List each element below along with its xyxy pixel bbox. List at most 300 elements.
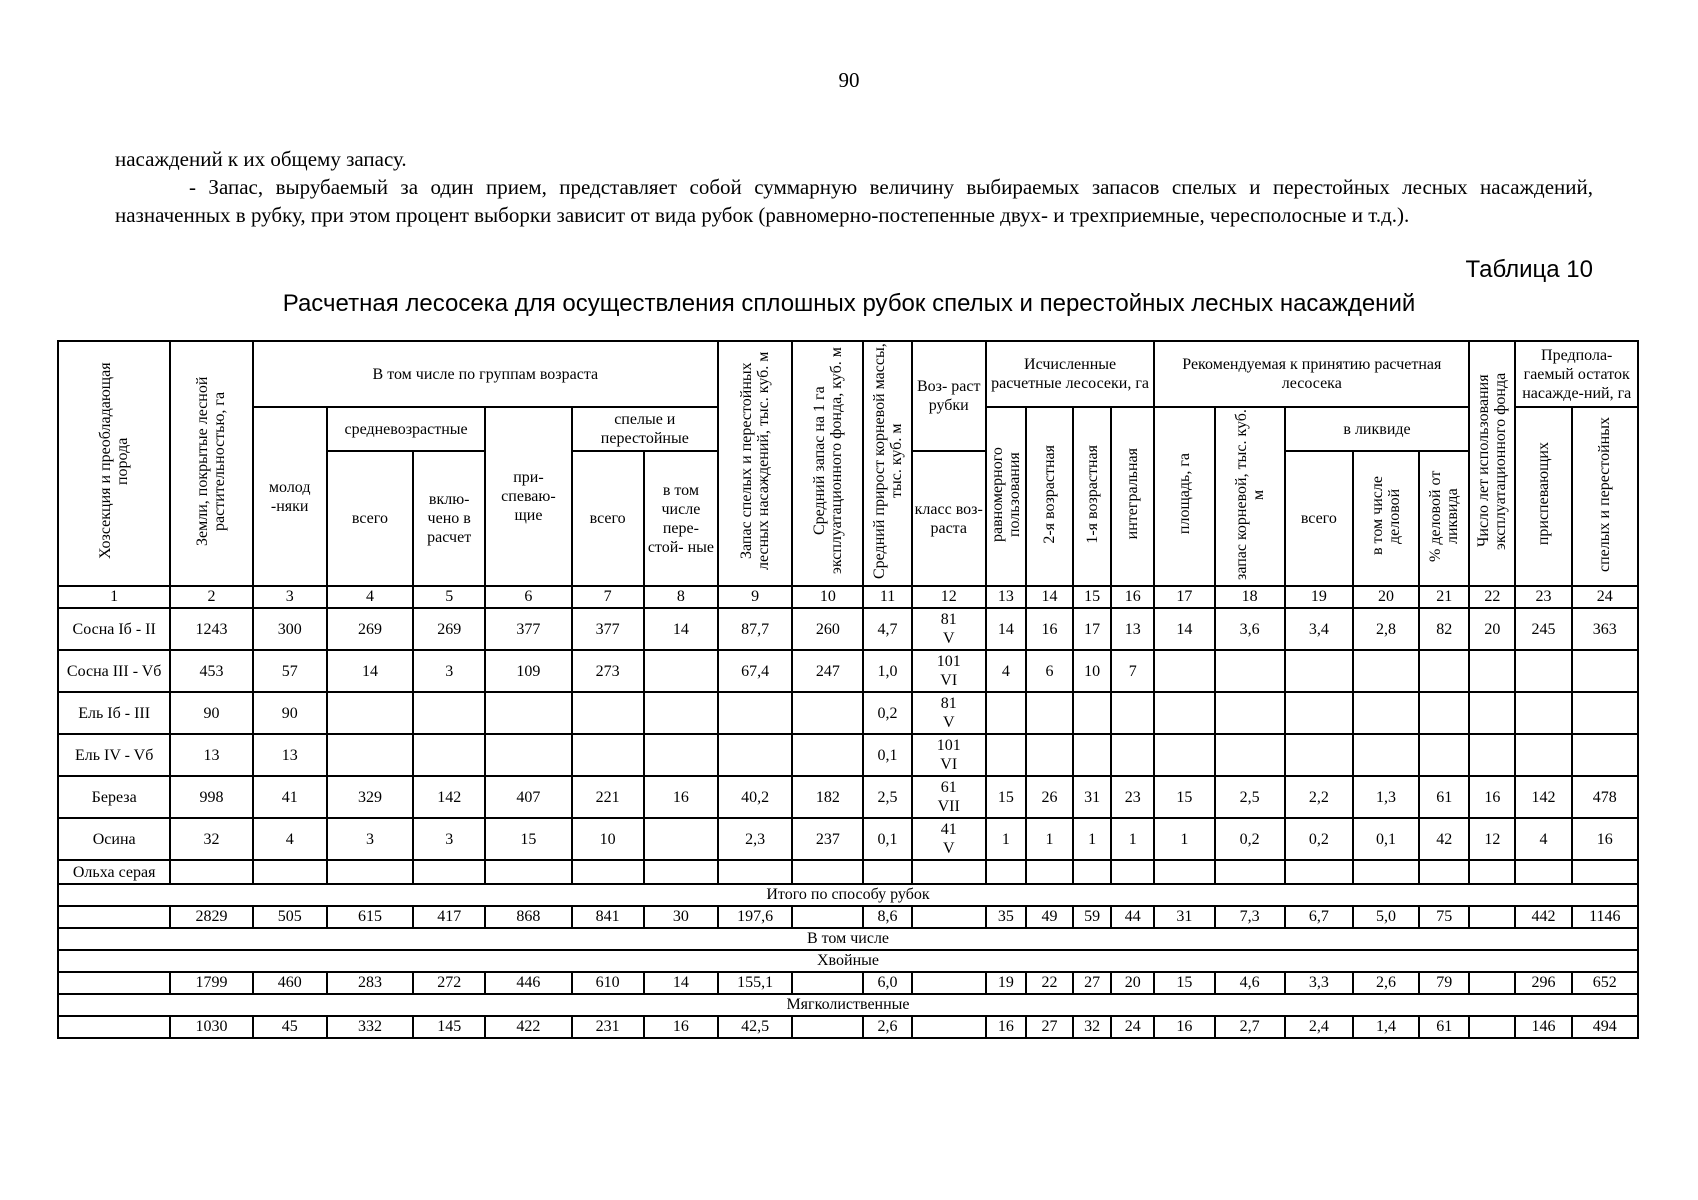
summary-cell: 422 — [485, 1016, 571, 1038]
column-number: 13 — [986, 586, 1026, 608]
table-cell: 0,2 — [863, 692, 911, 734]
total-row — [58, 906, 1638, 928]
table-cell: 15 — [485, 818, 571, 860]
header-calculated-cuts: Исчисленные расчетные лесосеки, га — [986, 341, 1155, 407]
cutting-age-value: 81 — [940, 695, 957, 712]
header-middle-included: вклю- чено в расчет — [413, 451, 485, 586]
table-cell — [413, 692, 485, 734]
conifers-row — [58, 972, 1638, 994]
table-row — [58, 692, 1638, 734]
table-cell: 269 — [413, 608, 485, 650]
summary-rows — [58, 884, 1638, 1038]
cutting-age-value: 81 — [940, 611, 957, 628]
table-cell — [572, 692, 644, 734]
summary-cell: 4,6 — [1215, 972, 1285, 994]
table-cell: 31 — [1073, 776, 1111, 818]
table-cell: 142 — [413, 776, 485, 818]
summary-cell: 146 — [1515, 1016, 1571, 1038]
header-cutting-age: Воз- раст рубки — [912, 341, 986, 451]
header-average-stock: Средний запас на 1 га эксплуатационного фонда, куб. м — [792, 341, 863, 586]
table-cell: 10 — [572, 818, 644, 860]
table-cell: 26 — [1026, 776, 1073, 818]
header-forested-land: Земли, покрытые лесной растительностью, га — [170, 341, 252, 586]
summary-cell: 296 — [1515, 972, 1571, 994]
table-cell: 247 — [792, 650, 863, 692]
table-cell: 2,8 — [1353, 608, 1419, 650]
summary-cell: 7,3 — [1215, 906, 1285, 928]
species-name: Сосна Iб - II — [58, 608, 170, 650]
table-cell — [1215, 860, 1285, 884]
table-cell: 57 — [253, 650, 327, 692]
table-row — [58, 734, 1638, 776]
summary-cell: 841 — [572, 906, 644, 928]
summary-cell — [912, 1016, 986, 1038]
summary-cell: 2829 — [170, 906, 252, 928]
page-number: 90 — [838, 68, 860, 92]
summary-cell: 14 — [644, 972, 718, 994]
table-cell — [1154, 860, 1214, 884]
table-cell: 0,1 — [863, 818, 911, 860]
table-cell — [718, 860, 792, 884]
table-cell: 1 — [1154, 818, 1214, 860]
table-cell: 14 — [644, 608, 718, 650]
header-middle-aged: средневозрастные — [327, 407, 485, 451]
column-number: 14 — [1026, 586, 1073, 608]
summary-cell: 16 — [1154, 1016, 1214, 1038]
table-cell — [327, 692, 413, 734]
summary-cell: 460 — [253, 972, 327, 994]
summary-cell: 75 — [1419, 906, 1469, 928]
table-cell — [1073, 860, 1111, 884]
summary-cell: 6,0 — [863, 972, 911, 994]
table-cell — [644, 860, 718, 884]
summary-cell — [792, 1016, 863, 1038]
header-premature-remainder: приспевающих — [1515, 407, 1571, 586]
table-cell: 237 — [792, 818, 863, 860]
column-number: 4 — [327, 586, 413, 608]
table-cell: 23 — [1111, 776, 1154, 818]
summary-cell: 19 — [986, 972, 1026, 994]
table-cell: 13 — [170, 734, 252, 776]
including-section-label: В том числе — [58, 928, 1638, 950]
header-premature: при- спеваю- щие — [485, 407, 571, 586]
table-cell — [1353, 860, 1419, 884]
header-expected-remainder: Предпола- гаемый остаток насажде-ний, га — [1515, 341, 1638, 407]
header-age-groups: В том числе по группам возраста — [253, 341, 718, 407]
header-years-of-use: Число лет использования эксплуатационного фонда — [1469, 341, 1515, 586]
age-class-value: V — [942, 714, 955, 731]
age-class-value: V — [942, 840, 955, 857]
summary-cell — [58, 1016, 170, 1038]
summary-cell: 442 — [1515, 906, 1571, 928]
table-cell: 16 — [644, 776, 718, 818]
age-class-cell — [912, 608, 986, 650]
summary-cell: 8,6 — [863, 906, 911, 928]
summary-cell — [58, 972, 170, 994]
summary-cell: 1799 — [170, 972, 252, 994]
table-cell — [1515, 692, 1571, 734]
header-first-age: 1-я возрастная — [1073, 407, 1111, 586]
header-area: площадь, га — [1154, 407, 1214, 586]
table-cell — [1353, 650, 1419, 692]
cutting-age-value: 61 — [940, 779, 957, 796]
column-number: 8 — [644, 586, 718, 608]
table-cell — [572, 860, 644, 884]
table-cell: 260 — [792, 608, 863, 650]
header-mature-total: всего — [572, 451, 644, 586]
summary-cell: 24 — [1111, 1016, 1154, 1038]
table-cell — [863, 860, 911, 884]
summary-cell: 20 — [1111, 972, 1154, 994]
table-cell: 2,3 — [718, 818, 792, 860]
table-cell — [1572, 734, 1638, 776]
table-cell — [792, 734, 863, 776]
table-cell: 0,1 — [863, 734, 911, 776]
species-name: Ель IV - Vб — [58, 734, 170, 776]
summary-cell: 868 — [485, 906, 571, 928]
table-cell: 478 — [1572, 776, 1638, 818]
summary-cell: 32 — [1073, 1016, 1111, 1038]
header-commercial: в том числе деловой — [1353, 451, 1419, 586]
table-cell — [986, 692, 1026, 734]
summary-cell: 145 — [413, 1016, 485, 1038]
table-cell — [1353, 692, 1419, 734]
table-cell — [1515, 734, 1571, 776]
table-cell — [1469, 650, 1515, 692]
age-class-cell — [912, 692, 986, 734]
table-cell — [792, 860, 863, 884]
table-cell: 15 — [1154, 776, 1214, 818]
summary-cell: 505 — [253, 906, 327, 928]
table-cell — [644, 818, 718, 860]
header-middle-total: всего — [327, 451, 413, 586]
summary-cell: 2,6 — [1353, 972, 1419, 994]
summary-cell: 49 — [1026, 906, 1073, 928]
column-number: 10 — [792, 586, 863, 608]
table-cell — [327, 860, 413, 884]
summary-cell: 45 — [253, 1016, 327, 1038]
summary-cell: 16 — [986, 1016, 1026, 1038]
table-cell: 3,4 — [1285, 608, 1353, 650]
summary-cell — [1469, 906, 1515, 928]
column-number: 1 — [58, 586, 170, 608]
header-recommended-cut: Рекомендуемая к принятию расчетная лесосека — [1154, 341, 1469, 407]
header-liquid: в ликвиде — [1285, 407, 1470, 451]
table-cell: 32 — [170, 818, 252, 860]
table-cell: 90 — [253, 692, 327, 734]
table-cell: 14 — [1154, 608, 1214, 650]
age-class-cell — [912, 734, 986, 776]
conifers-section — [58, 950, 1638, 972]
table-cell — [644, 650, 718, 692]
table-cell — [1572, 860, 1638, 884]
table-cell — [485, 734, 571, 776]
summary-cell: 27 — [1026, 1016, 1073, 1038]
column-numbers — [58, 586, 1638, 608]
table-cell — [1572, 692, 1638, 734]
table-cell — [1469, 734, 1515, 776]
summary-cell: 494 — [1572, 1016, 1638, 1038]
table-cell — [986, 860, 1026, 884]
table-cell: 42 — [1419, 818, 1469, 860]
header-commercial-percent: % деловой от ликвида — [1419, 451, 1469, 586]
species-name: Сосна III - Vб — [58, 650, 170, 692]
summary-cell: 615 — [327, 906, 413, 928]
column-number: 3 — [253, 586, 327, 608]
table-cell: 269 — [327, 608, 413, 650]
summary-cell: 1146 — [1572, 906, 1638, 928]
softwood-row — [58, 1016, 1638, 1038]
table-cell — [1469, 860, 1515, 884]
table-cell: 453 — [170, 650, 252, 692]
softwood-section — [58, 994, 1638, 1016]
table-cell — [986, 734, 1026, 776]
table-cell — [1285, 692, 1353, 734]
table-row — [58, 650, 1638, 692]
table-cell: 2,5 — [1215, 776, 1285, 818]
table-cell — [1469, 692, 1515, 734]
summary-cell: 2,4 — [1285, 1016, 1353, 1038]
table-cell — [718, 734, 792, 776]
paragraph-harvest-volume: - Запас, вырубаемый за один прием, представляет собой суммарную величину выбираемых запасов спелых и перестойных лесных насаждений, назначенных в рубку, при этом процент выборки зависит от вида рубок (равномерно-постепенные двух- и трехприемные, чересполосные и т.д.). — [115, 175, 1593, 227]
table-cell: 15 — [986, 776, 1026, 818]
table-cell: 3 — [327, 818, 413, 860]
table-cell — [572, 734, 644, 776]
column-number: 2 — [170, 586, 252, 608]
conifers-section-label: Хвойные — [58, 950, 1638, 972]
table-cell — [1111, 734, 1154, 776]
summary-cell: 3,3 — [1285, 972, 1353, 994]
softwood-section-label: Мягколиственные — [58, 994, 1638, 1016]
header-overmature: в том числе пере- стой- ные — [644, 451, 718, 586]
column-number: 23 — [1515, 586, 1571, 608]
header-row-1 — [58, 341, 1638, 407]
table-cell: 182 — [792, 776, 863, 818]
age-class-value: VI — [940, 672, 958, 689]
age-class-value: V — [942, 630, 955, 647]
table-cell — [485, 860, 571, 884]
summary-cell: 44 — [1111, 906, 1154, 928]
summary-cell: 35 — [986, 906, 1026, 928]
column-number: 19 — [1285, 586, 1353, 608]
table-cell: 4 — [1515, 818, 1571, 860]
table-cell — [170, 860, 252, 884]
summary-cell — [58, 906, 170, 928]
table-cell: 16 — [1469, 776, 1515, 818]
table-cell — [1419, 650, 1469, 692]
table-cell: 20 — [1469, 608, 1515, 650]
summary-cell: 31 — [1154, 906, 1214, 928]
age-class-cell — [912, 776, 986, 818]
species-name: Ель Iб - III — [58, 692, 170, 734]
header-even-use: равномерного пользования — [986, 407, 1026, 586]
column-number: 20 — [1353, 586, 1419, 608]
table-cell: 82 — [1419, 608, 1469, 650]
table-cell: 16 — [1572, 818, 1638, 860]
table-cell: 17 — [1073, 608, 1111, 650]
age-class-value: VI — [940, 756, 958, 773]
table-cell: 40,2 — [718, 776, 792, 818]
column-number: 24 — [1572, 586, 1638, 608]
table-cell: 90 — [170, 692, 252, 734]
summary-cell: 2,7 — [1215, 1016, 1285, 1038]
column-number: 5 — [413, 586, 485, 608]
table-cell — [644, 692, 718, 734]
table-row — [58, 608, 1638, 650]
table-row — [58, 860, 1638, 884]
table-cell — [1215, 692, 1285, 734]
table-cell: 998 — [170, 776, 252, 818]
summary-cell — [792, 972, 863, 994]
table-cell: 87,7 — [718, 608, 792, 650]
table-cell: 1 — [1111, 818, 1154, 860]
table-cell: 1 — [986, 818, 1026, 860]
table-cell — [1285, 860, 1353, 884]
table-cell: 1,3 — [1353, 776, 1419, 818]
table-cell — [1026, 692, 1073, 734]
table-cell: 329 — [327, 776, 413, 818]
table-cell — [1419, 860, 1469, 884]
column-number: 7 — [572, 586, 644, 608]
table-cell — [1026, 734, 1073, 776]
table-cell: 14 — [327, 650, 413, 692]
table-cell: 300 — [253, 608, 327, 650]
table-cell: 14 — [986, 608, 1026, 650]
header-mature-overmature: спелые и перестойные — [572, 407, 718, 451]
table-cell: 0,2 — [1215, 818, 1285, 860]
summary-cell: 652 — [1572, 972, 1638, 994]
table-cell: 2,5 — [863, 776, 911, 818]
table-cell: 142 — [1515, 776, 1571, 818]
table-cell — [718, 692, 792, 734]
table-cell: 13 — [1111, 608, 1154, 650]
summary-cell: 61 — [1419, 1016, 1469, 1038]
table-cell: 3 — [413, 818, 485, 860]
table-cell: 3 — [413, 650, 485, 692]
table-cell: 1 — [1073, 818, 1111, 860]
table-cell — [1285, 650, 1353, 692]
table-cell: 363 — [1572, 608, 1638, 650]
table-cell: 1243 — [170, 608, 252, 650]
table-cell — [1353, 734, 1419, 776]
column-number: 16 — [1111, 586, 1154, 608]
table-cell: 407 — [485, 776, 571, 818]
table-cell — [1073, 692, 1111, 734]
column-number: 11 — [863, 586, 911, 608]
summary-cell: 5,0 — [1353, 906, 1419, 928]
summary-cell: 16 — [644, 1016, 718, 1038]
summary-cell: 22 — [1026, 972, 1073, 994]
paragraph-continuation: насаждений к их общему запасу. — [115, 147, 407, 171]
table-cell — [1419, 734, 1469, 776]
table-cell: 1 — [1026, 818, 1073, 860]
summary-cell: 272 — [413, 972, 485, 994]
table-cell: 377 — [572, 608, 644, 650]
summary-cell: 283 — [327, 972, 413, 994]
summary-cell: 231 — [572, 1016, 644, 1038]
summary-cell: 610 — [572, 972, 644, 994]
table-cell — [644, 734, 718, 776]
summary-cell: 446 — [485, 972, 571, 994]
table-cell — [1572, 650, 1638, 692]
header-average-increment: Средний прирост корневой массы, тыс. куб. м — [863, 341, 911, 586]
table-cell: 3,6 — [1215, 608, 1285, 650]
summary-cell: 417 — [413, 906, 485, 928]
including-section — [58, 928, 1638, 950]
table-caption: Таблица 10 — [1465, 256, 1593, 283]
table-cell — [1154, 692, 1214, 734]
table-cell — [1215, 650, 1285, 692]
table-cell: 1,0 — [863, 650, 911, 692]
table-cell: 273 — [572, 650, 644, 692]
total-section-label: Итого по способу рубок — [58, 884, 1638, 906]
table-row — [58, 818, 1638, 860]
summary-cell — [792, 906, 863, 928]
table-cell — [1073, 734, 1111, 776]
column-number: 17 — [1154, 586, 1214, 608]
summary-cell: 27 — [1073, 972, 1111, 994]
summary-cell: 155,1 — [718, 972, 792, 994]
summary-cell — [1469, 972, 1515, 994]
table-cell — [912, 860, 986, 884]
summary-cell: 1030 — [170, 1016, 252, 1038]
allowable-cut-table — [57, 340, 1639, 1039]
header-mature-stock: Запас спелых и перестойных лесных насаждений, тыс. куб. м — [718, 341, 792, 586]
table-cell — [485, 692, 571, 734]
age-class-cell — [912, 818, 986, 860]
table-cell — [1515, 860, 1571, 884]
table-cell — [1026, 860, 1073, 884]
table-cell — [327, 734, 413, 776]
table-cell: 13 — [253, 734, 327, 776]
table-cell: 7 — [1111, 650, 1154, 692]
header-section-species: Хозсекция и преобладающая порода — [58, 341, 170, 586]
header-root-stock: запас корневой, тыс. куб. м — [1215, 407, 1285, 586]
table-cell — [413, 734, 485, 776]
table-cell: 6 — [1026, 650, 1073, 692]
cutting-age-value: 41 — [940, 821, 957, 838]
table-cell — [792, 692, 863, 734]
column-number: 12 — [912, 586, 986, 608]
table-cell: 245 — [1515, 608, 1571, 650]
summary-cell: 1,4 — [1353, 1016, 1419, 1038]
table-cell — [1215, 734, 1285, 776]
cutting-age-value: 101 — [936, 653, 961, 670]
table-cell: 10 — [1073, 650, 1111, 692]
summary-cell: 79 — [1419, 972, 1469, 994]
summary-cell: 197,6 — [718, 906, 792, 928]
summary-cell — [1469, 1016, 1515, 1038]
table-cell — [253, 860, 327, 884]
column-number: 9 — [718, 586, 792, 608]
header-young: молод -няки — [253, 407, 327, 586]
column-number: 21 — [1419, 586, 1469, 608]
summary-cell: 15 — [1154, 972, 1214, 994]
table-cell: 221 — [572, 776, 644, 818]
header-liquid-total: всего — [1285, 451, 1353, 586]
species-name: Береза — [58, 776, 170, 818]
summary-cell: 42,5 — [718, 1016, 792, 1038]
column-number: 6 — [485, 586, 571, 608]
table-row — [58, 776, 1638, 818]
column-number: 15 — [1073, 586, 1111, 608]
age-class-value: VII — [937, 798, 960, 815]
summary-cell: 332 — [327, 1016, 413, 1038]
table-cell: 377 — [485, 608, 571, 650]
table-cell: 67,4 — [718, 650, 792, 692]
table-cell: 109 — [485, 650, 571, 692]
table-cell — [1154, 734, 1214, 776]
